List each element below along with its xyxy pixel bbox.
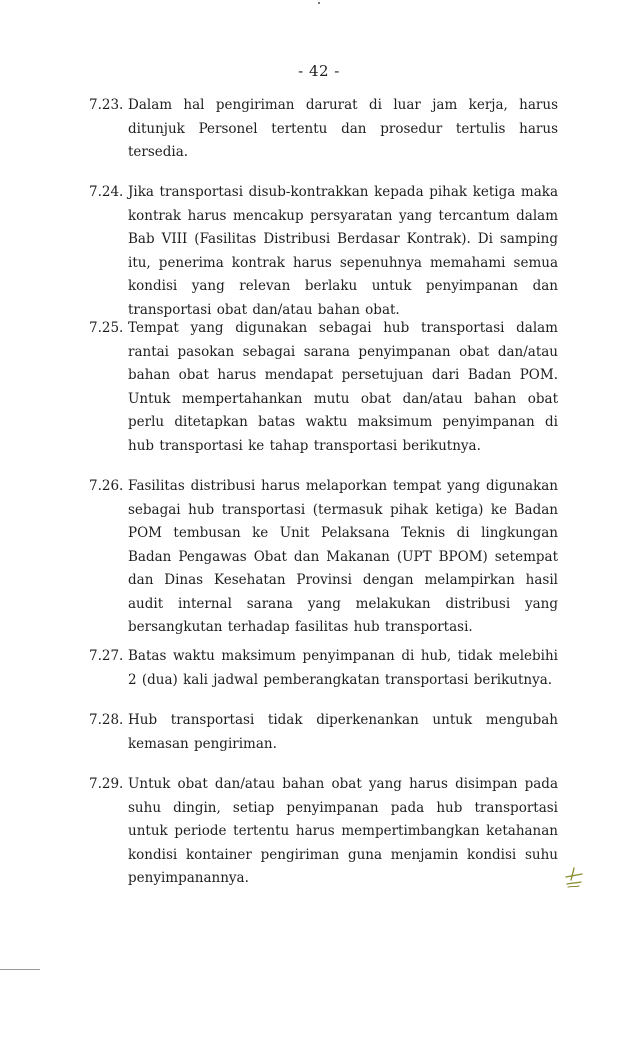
clause-number: 7.23.	[89, 97, 124, 113]
clause-text: Hub transportasi tidak diperkenankan untuk mengubah kemasan pengiriman.	[128, 712, 558, 752]
clause-text: Batas waktu maksimum penyimpanan di hub, tidak melebihi 2 (dua) kali jadwal pemberangkatan transportasi berikutnya.	[128, 648, 558, 688]
handwritten-initial-icon	[563, 866, 585, 890]
clause-number: 7.25.	[89, 320, 124, 336]
scan-dot	[318, 2, 320, 4]
clause-text: Dalam hal pengiriman darurat di luar jam kerja, harus ditunjuk Personel tertentu dan prosedur tertulis harus tersedia.	[128, 97, 558, 160]
clause-number: 7.28.	[89, 712, 124, 728]
clause-text: Fasilitas distribusi harus melaporkan tempat yang digunakan sebagai hub transportasi (termasuk pihak ketiga) ke Badan POM tembusan ke Unit Pelaksana Teknis di lingkungan Badan Pengawas Obat dan Makanan (UPT BPOM) setempat dan Dinas Kesehatan Provinsi dengan melampirkan hasil audit internal sarana yang melakukan distribusi yang bersangkutan terhadap fasilitas hub transportasi.	[128, 478, 558, 635]
clause-number: 7.26.	[89, 478, 124, 494]
footer-rule	[0, 969, 40, 970]
clause-number: 7.27.	[89, 648, 124, 664]
clause-number: 7.24.	[89, 184, 124, 200]
page-number: - 42 -	[298, 62, 340, 80]
clause-text: Jika transportasi disub-kontrakkan kepada pihak ketiga maka kontrak harus mencakup persyaratan yang tercantum dalam Bab VIII (Fasilitas Distribusi Berdasar Kontrak). Di samping itu, penerima kontrak harus sepenuhnya memahami semua kondisi yang relevan berlaku untuk penyimpanan dan transportasi obat dan/atau bahan obat.	[128, 184, 558, 318]
clause-text: Untuk obat dan/atau bahan obat yang harus disimpan pada suhu dingin, setiap penyimpanan pada hub transportasi untuk periode tertentu harus mempertimbangkan ketahanan kondisi kontainer pengiriman guna menjamin kondisi suhu penyimpanannya.	[128, 776, 558, 886]
clause-number: 7.29.	[89, 776, 124, 792]
clause-text: Tempat yang digunakan sebagai hub transportasi dalam rantai pasokan sebagai sarana penyimpanan obat dan/atau bahan obat harus mendapat persetujuan dari Badan POM. Untuk mempertahankan mutu obat dan/atau bahan obat perlu ditetapkan batas waktu maksimum penyimpanan di hub transportasi ke tahap transportasi berikutnya.	[128, 320, 558, 454]
